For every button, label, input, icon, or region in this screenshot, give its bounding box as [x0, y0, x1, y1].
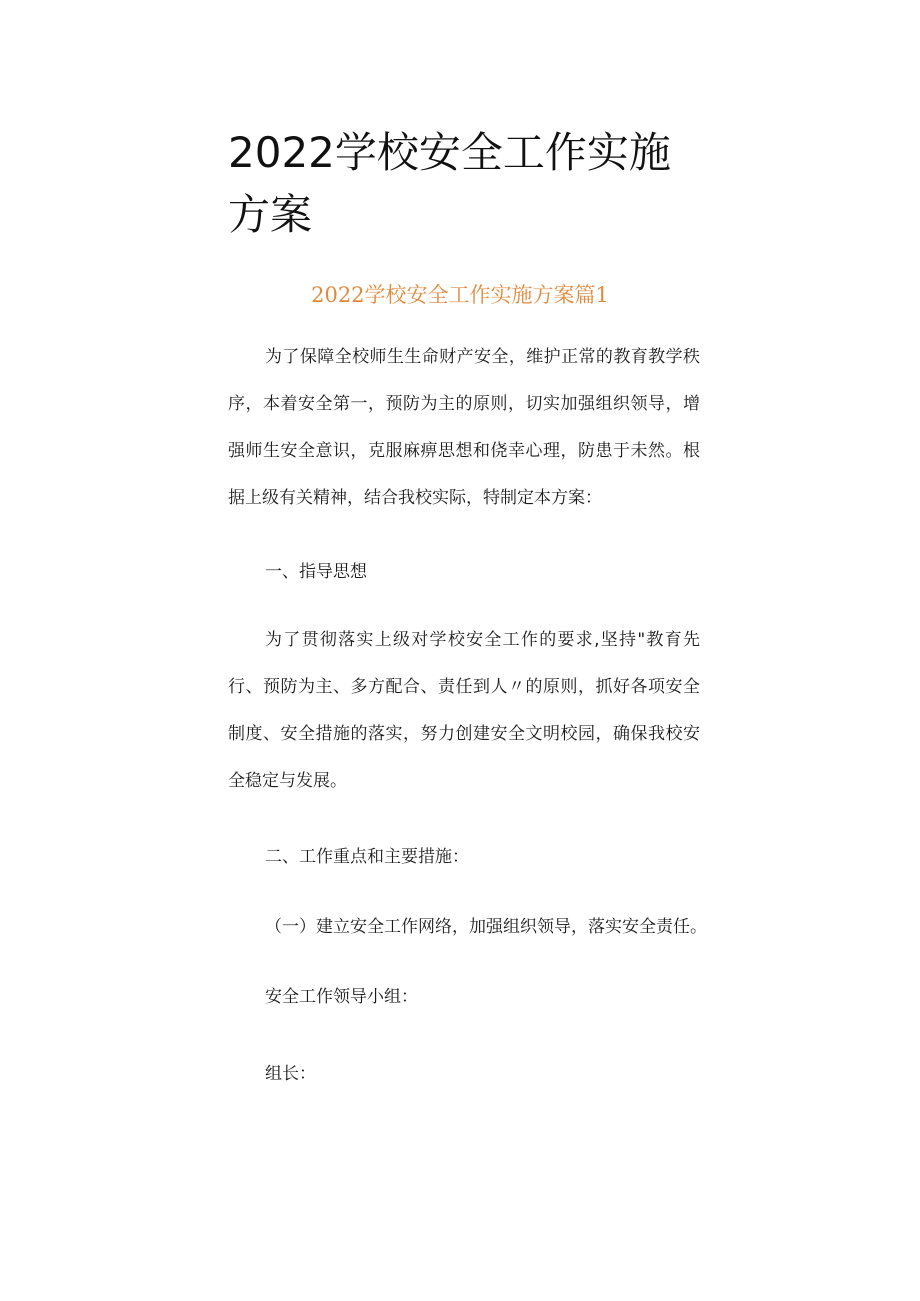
heading-key-work: 二、工作重点和主要措施：: [265, 847, 469, 867]
paragraph-intro: 为了保障全校师生生命财产安全，维护正常的教育教学秩序，本着安全第一，预防为主的原则，切实加强组织领导，增强师生安全意识，克服麻痹思想和侥幸心理，防患于未然。根据上级有关精神，结合我校实际，特制定本方案：: [228, 347, 700, 508]
paragraph-guiding: 为了贯彻落实上级对学校安全工作的要求,坚持"教育先行、预防为主、多方配合、责任到人〃的原则，抓好各项安全制度、安全措施的落实，努力创建安全文明校园，确保我校安全稳定与发展。: [228, 630, 700, 791]
group-leader-label: 组长：: [265, 1064, 316, 1084]
heading-guiding-thought: 一、指导思想: [265, 562, 367, 582]
document-subtitle: 2022学校安全工作实施方案篇1: [311, 283, 609, 307]
document-title: 2022学校安全工作实施方案: [228, 128, 671, 239]
leadership-group-label: 安全工作领导小组：: [265, 987, 418, 1007]
sub-heading-safety-network: （一）建立安全工作网络，加强组织领导，落实安全责任。: [265, 917, 707, 937]
